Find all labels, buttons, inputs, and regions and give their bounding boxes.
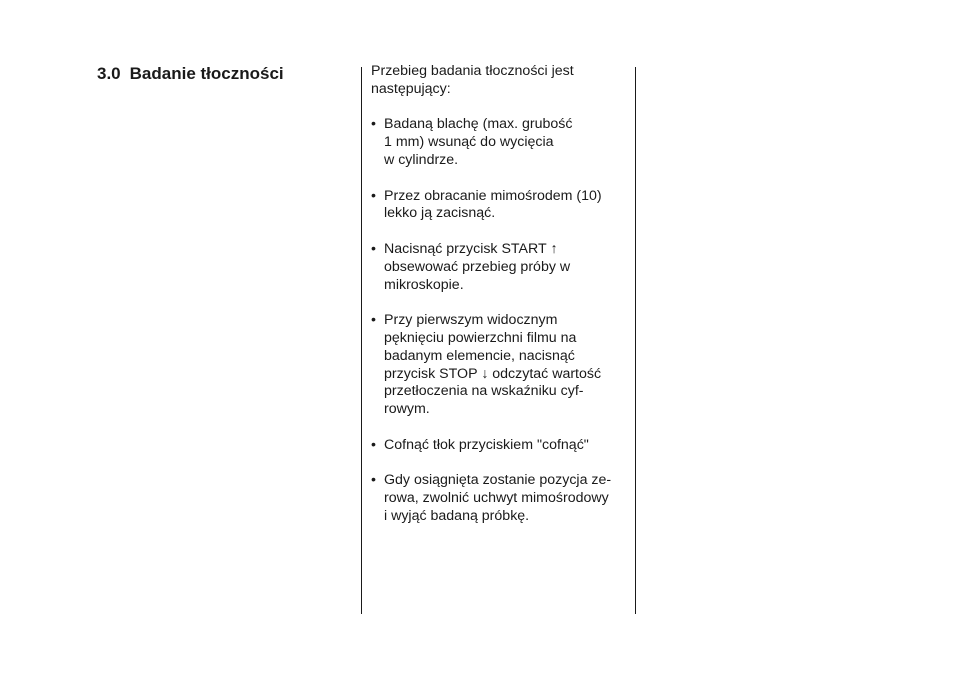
step-line: obsewować przebieg próby w — [384, 258, 571, 275]
step-text — [384, 472, 629, 525]
step-line: w cylindrze. — [384, 151, 459, 168]
list-item — [371, 116, 629, 169]
step-line: Nacisnąć przycisk START ↑ — [384, 240, 558, 257]
step-line: przycisk STOP ↓ odczytać wartość — [384, 365, 602, 382]
bullet-icon: • — [371, 436, 376, 453]
step-line: i wyjąć badaną próbkę. — [384, 507, 530, 524]
step-line: pęknięciu powierzchni filmu na — [384, 329, 577, 346]
step-line: lekko ją zacisnąć. — [384, 205, 496, 222]
list-item — [371, 241, 629, 294]
steps-list — [371, 116, 629, 525]
bullet-icon: • — [371, 116, 376, 133]
step-line: Przy pierwszym widocznym — [384, 312, 558, 329]
step-text — [384, 241, 629, 294]
step-line: badanym elemencie, nacisnąć — [384, 347, 575, 364]
bullet-icon: • — [371, 312, 376, 329]
step-line: mikroskopie. — [384, 276, 464, 293]
intro-line: Przebieg badania tłoczności jest — [371, 63, 574, 79]
column-divider-left — [361, 67, 362, 614]
bullet-icon: • — [371, 472, 376, 489]
intro-line: następujący: — [371, 80, 451, 97]
section-number: 3.0 — [97, 64, 121, 83]
list-item — [371, 188, 629, 224]
step-text — [384, 116, 629, 169]
step-line: rowym. — [384, 401, 430, 418]
instruction-column — [371, 63, 629, 544]
step-line: Przez obracanie mimośrodem (10) — [384, 187, 602, 204]
bullet-icon: • — [371, 240, 376, 257]
column-divider-right — [635, 67, 636, 614]
intro-paragraph — [371, 63, 629, 99]
section-title: Badanie tłoczności — [129, 64, 284, 83]
step-text — [384, 437, 629, 455]
list-item — [371, 437, 629, 455]
section-heading — [97, 63, 284, 85]
step-text — [384, 188, 629, 224]
step-line: Badaną blachę (max. grubość — [384, 116, 573, 133]
bullet-icon: • — [371, 187, 376, 204]
step-line: przetłoczenia na wskaźniku cyf- — [384, 383, 584, 400]
list-item — [371, 312, 629, 419]
step-line: Cofnąć tłok przyciskiem "cofnąć" — [384, 436, 589, 453]
step-text — [384, 312, 629, 419]
step-line: 1 mm) wsunąć do wycięcia — [384, 134, 554, 151]
list-item — [371, 472, 629, 525]
step-line: rowa, zwolnić uchwyt mimośrodowy — [384, 490, 609, 507]
step-line: Gdy osiągnięta zostanie pozycja ze- — [384, 472, 612, 489]
